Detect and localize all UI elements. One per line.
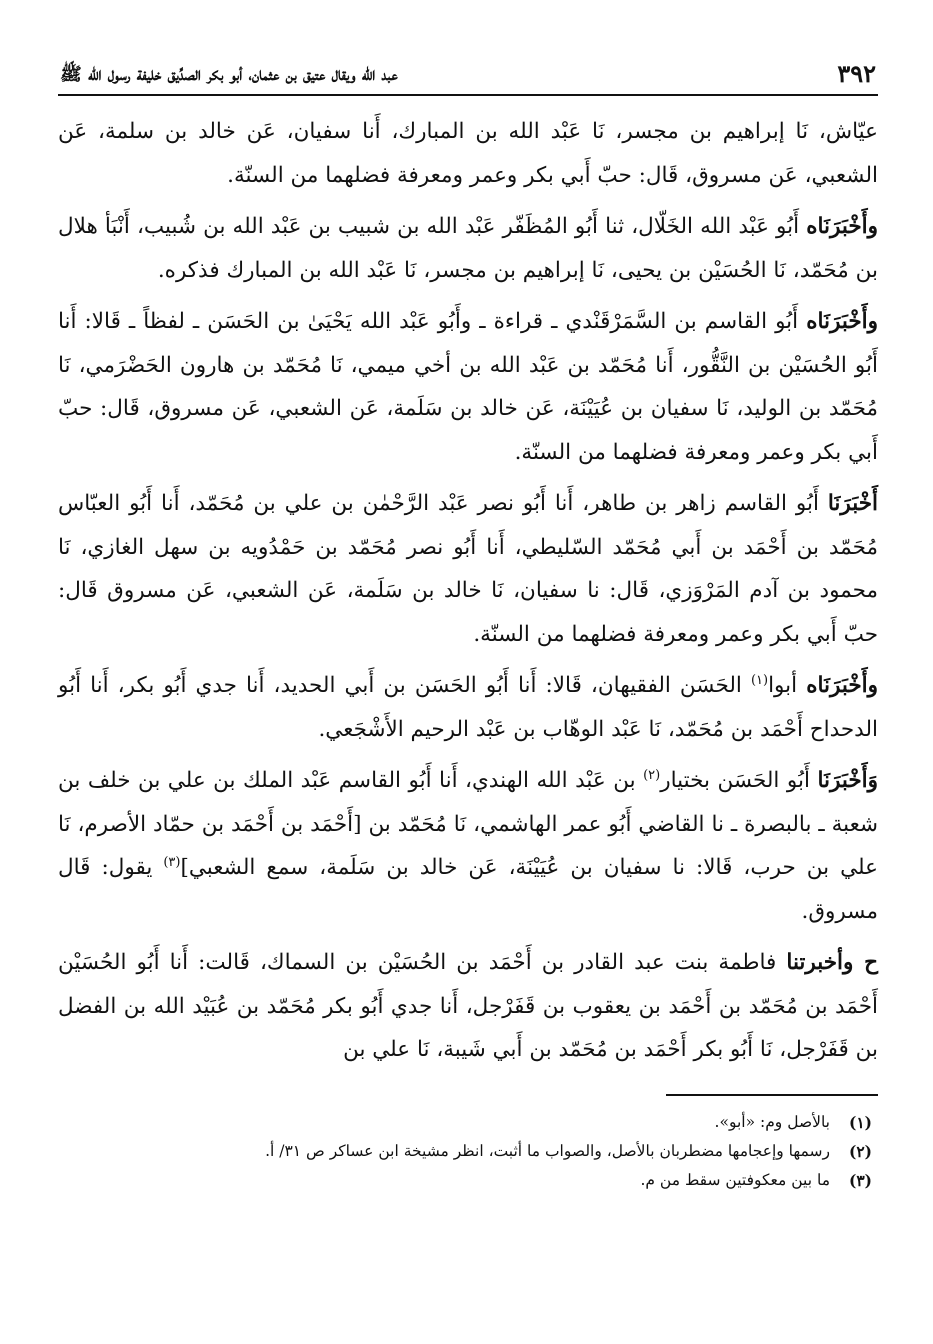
paragraph-5 bbox=[58, 664, 878, 751]
footnote-rule bbox=[666, 1094, 878, 1096]
footnote-ref-1[interactable]: (١) bbox=[750, 672, 769, 688]
paragraph-text: عيّاش، نَا إبراهيم بن مجسر، نَا عَبْد الله بن المبارك، أَنا سفيان، عَن خالد بن سلمة، عَن الشعبي، عَن مسروق، قَال: حبّ أَبي بكر وعمر ومعرفة فضلهما من السنّة. bbox=[58, 119, 878, 188]
footnotes bbox=[58, 1108, 878, 1195]
paragraph-text: أَبُو عَبْد الله الخَلّال، ثنا أَبُو المُظَفّر عَبْد الله بن شبيب بن عَبْد الله بن شُبيب، أَنْبَأ هلال بن مُحَمّد، نَا الحُسَيْن بن يحيى، نَا إبراهيم بن مجسر، نَا عَبْد الله بن المبارك فذكره. bbox=[58, 214, 878, 283]
footnote-number: (٣) bbox=[848, 1170, 872, 1190]
paragraph-text: أَبُو القاسم بن السَّمَرْقَنْدي ـ قراءة ـ وأَبُو عَبْد الله يَحْيَىٰ بن الحَسَن ـ لفظاً ـ قَالا: أَنا أَبُو الحُسَيْن بن النَّقُّور، أَنا مُحَمّد بن عَبْد الله بن أخي ميمي، نَا مُحَمّد بن هارون الحَضْرَمي، نَا مُحَمّد بن الوليد، نَا سفيان بن عُيَيْنَة، عَن خالد بن سَلَمة، عَن الشعبي، عَن مسروق، قَال: حبّ أَبي بكر وعمر ومعرفة فضلهما من السنّة. bbox=[58, 309, 878, 465]
paragraph-lead: ح وأخبرتنا bbox=[786, 950, 878, 975]
page-number: ٣٩٢ bbox=[837, 59, 876, 88]
paragraph-2 bbox=[58, 205, 878, 292]
footnote-3 bbox=[58, 1166, 872, 1195]
footnote-ref-2[interactable]: (٢) bbox=[643, 767, 661, 783]
paragraph-1 bbox=[58, 110, 878, 197]
header-rule bbox=[58, 94, 878, 96]
paragraph-lead: وأَخْبَرَنَاه bbox=[806, 309, 878, 334]
paragraph-text: الحَسَن الفقيهان، قَالا: أَنا أَبُو الحَسَن بن أَبي الحديد، أَنا جدي أَبُو بكر، أَنا أَبُو الدحداح أَحْمَد بن مُحَمّد، نَا عَبْد الوهّاب بن عَبْد الرحيم الأَشْجَعي. bbox=[58, 673, 878, 742]
footnote-1 bbox=[58, 1108, 872, 1137]
paragraph-text: أَبُو القاسم زاهر بن طاهر، أَنا أَبُو نصر عَبْد الرَّحْمٰن بن علي بن مُحَمّد، أَنا أَبُو العبّاس مُحَمّد بن أَحْمَد بن أَبي مُحَمّد السّليطي، أَنا أَبُو نصر مُحَمّد بن حَمْدُويه بن سهل الغازي، نَا محمود بن آدم المَرْوَزي، قَال: نا سفيان، نَا خالد بن سَلَمة، عَن الشعبي، عَن مسروق قَال: حبّ أَبي بكر وعمر ومعرفة فضلهما من السنّة. bbox=[58, 491, 878, 647]
paragraph-lead: وأَخْبَرَنَاه bbox=[806, 673, 878, 698]
footnote-2 bbox=[58, 1137, 872, 1166]
paragraph-4 bbox=[58, 482, 878, 656]
paragraph-lead: أَخْبَرَنَا bbox=[827, 491, 878, 516]
paragraph-text: يقول: قَال مسروق. bbox=[58, 855, 878, 924]
footnote-number: (٢) bbox=[848, 1141, 872, 1161]
paragraph-6 bbox=[58, 759, 878, 933]
footnote-text: رسمها وإعجامها مضطربان بالأصل، والصواب ما أثبت، انظر مشيخة ابن عساكر ص ٣١/ أ. bbox=[265, 1141, 830, 1160]
paragraph-lead: وَأَخْبَرَنَا bbox=[817, 768, 878, 793]
book-page bbox=[58, 52, 878, 1322]
paragraph-lead: وأَخْبَرَنَاه bbox=[806, 214, 878, 239]
main-text bbox=[58, 110, 878, 1072]
footnote-text: بالأصل وم: «أبو». bbox=[714, 1112, 830, 1131]
paragraph-text: فاطمة بنت عبد القادر بن أَحْمَد بن الحُسَيْن بن السماك، قَالت: أَنا أَبُو الحُسَيْن أَحْمَد بن مُحَمّد بن أَحْمَد بن يعقوب بن قَفَرْجل، أَنا جدي أَبُو بكر مُحَمّد بن عُبَيْد الله بن الفضل بن قَفَرْجل، نَا أَبُو بكر أَحْمَد بن مُحَمّد بن أَبي شَيبة، نَا علي بن bbox=[58, 950, 878, 1062]
footnote-text: ما بين معكوفتين سقط من م. bbox=[640, 1170, 830, 1189]
running-header bbox=[58, 52, 878, 92]
footnote-ref-3[interactable]: (٣) bbox=[163, 854, 181, 870]
paragraph-text-before-note: أَبُو الحَسَن بختيار bbox=[660, 768, 810, 793]
paragraph-text-before-note: أبوا bbox=[768, 673, 798, 698]
paragraph-3 bbox=[58, 300, 878, 474]
running-title: عبد الله ويقال عتيق بن عثمان، أبو بكر الصدِّيق خليفة رسول الله ﷺ bbox=[60, 64, 398, 85]
footnote-number: (١) bbox=[848, 1112, 872, 1132]
paragraph-7 bbox=[58, 941, 878, 1072]
paragraph-text-after-note: بن عَبْد الله الهندي، أَنا أَبُو القاسم عَبْد الملك بن علي بن خلف بن شعبة ـ بالبصرة ـ نا القاضي أَبُو عمر الهاشمي، نَا مُحَمّد بن [أَحْمَد بن أَحْمَد بن حمّاد الأصرم، نَا علي بن حرب، قَالا: نا سفيان بن عُيَيْنَة، عَن خالد بن سَلَمة، سمع الشعبي] bbox=[58, 768, 878, 880]
